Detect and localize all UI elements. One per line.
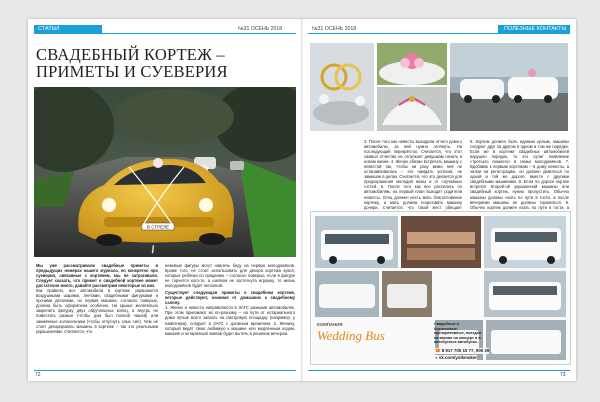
page-title — [36, 46, 286, 80]
title-line-2: ПРИМЕТЫ И СУЕВЕРИЯ — [36, 62, 228, 81]
ad-phone — [435, 348, 489, 354]
footer-rule — [34, 370, 296, 371]
page-number: 73 — [560, 372, 566, 378]
right-column-2 — [470, 139, 569, 220]
car-photo-illustration — [34, 87, 296, 257]
ad-brand-name: Wedding Bus — [317, 328, 385, 343]
omens-list-continued: 3. После того как невесты выходили отчего дома к автомобилю, за ней нужно оглянуть. На последующий перекрёсток. Считается, что этот символ отчества не отпускает девушкам начать в новом жизни. 4. Жених обязан встречать машину с невестой так, чтобы ни разу мимо ней не останавливалась – это ожидать успехов, не замешан в делах. Считается, что это делается для предохранения молодой жены и от случайных гостей. 5. После того как все расселись по автомобилям, на первый план выходит родители невесты. Отец должен несть мать благословение кортежу, а мать должна поцеловать машину дочери. Считается, что такой жест обещает — [364, 139, 462, 210]
wedding-car-photo — [34, 87, 296, 257]
phone-icon: ☎ — [435, 348, 441, 353]
wedding-bus-ad — [310, 211, 571, 365]
omens-list-final: 6. Кортеж должен быть единым целым, машины следуют друг за другом в одном и том же порядке. Если же в кортеже свадебных автомобилей нарушен порядок, то это сулит появление «третьего лишнего» в семье молодожёнов. 7. Вдобавок к первым кортежам – в дому невесты, а затем на регистрацию, он должен двигаться по одной и той же дороге, вместе с другими свадебными машинами. 8. Если по дороге кортеж встретит второй-ой украшенной машины или свадебный кортеж, нужно пропустить. Обычно машины должны ехать по пути в гости, а после вечеринки машины не должны торопиться. 9. Обычно кортеж должен ехать по пути в гости, а — [470, 139, 569, 210]
footer-rule — [308, 370, 570, 371]
title-line-1: СВАДЕБНЫЙ КОРТЕЖ – — [36, 45, 225, 64]
issue-label: №31 ОСЕНЬ 2018 — [312, 26, 357, 32]
vk-icon: ● — [435, 355, 438, 360]
intro-paragraph: Мы уже рассматривали свадебные приметы в предыдущих номерах нашего журнала, но конкретно про суеверия, связанные с кортежем, мы не затрагивали. Следует сказать, что примет о свадебной кортеже может достаточно много, давайте рассмотрим некоторые из них. — [36, 263, 158, 289]
ad-phone-number: 8 917 705 10 77, 900 29 — [441, 348, 490, 353]
rings-decoration-photo — [310, 43, 374, 131]
omens-heading: Существует следующая приметы о свадебном кортеже, которые действуют, начиная от домашних к свадебному салону. — [165, 290, 295, 306]
car-hood-photo — [377, 87, 447, 131]
license-plate: В СТРЕЛЕ — [146, 224, 170, 230]
left-page — [28, 19, 302, 381]
magazine-spread — [28, 19, 576, 381]
ad-website — [435, 355, 477, 360]
section-label: СТАТЬИ — [38, 26, 60, 32]
header-rule — [308, 33, 570, 34]
rings-illustration — [310, 43, 374, 131]
car-hood-illustration — [377, 87, 447, 131]
ad-website-text: vk.com/yolkmaker — [438, 355, 477, 360]
right-column-1 — [364, 139, 462, 215]
left-column-2 — [165, 263, 295, 336]
page-number: 72 — [35, 372, 41, 378]
white-cars-illustration — [450, 43, 568, 131]
section-label: ПОЛЕЗНЫЕ КОНТАКТЫ — [504, 26, 567, 32]
omens-list: 1. Жених и невеста направляются в ЗАГС разными автомобилях. При этом приезжают их по-разному – на пути от нотариального дома лучше всего заехать на смотровую площадку (например, у памятника), следуют в ЗАГС с должным временем. 2. Жениху, который ведёт свою любимую к машине или медленным ходом, машине и нотарилный экипаж будет вытечь в решение вечером. — [165, 305, 295, 336]
body-paragraph-2: неживые фигуры могут навлечь беду на первую молодожёнов. Кроме того, не стоит использовать для декора кортежа кукол, которые ребёнка по преданию – согласно поверью, если в фигуре не торчится кого-то, а шелком не застегнута игрушку, то жизнь молодожёнов будет неполной. — [165, 263, 295, 289]
body-paragraph-1: Как правило, все автомобили в кортеже украшаются воздушными шарами, лентами, свадебными фигурками и прочими деталями, но первая машина, согласно поверью, должна быть оформлена особенно. На крыше желательно закрепить фигурку двух обручальных колец, а внутрь не поместить разные (чтобы дом был полной чашей) или зажжённые колокольчики (чтобы отпугнуть злых сил). Чем не стоит декорировать машины в кортеже – так это реальными украшениями. Считается, что — [36, 288, 158, 334]
white-cars-photo — [450, 43, 568, 131]
car-bouquet-photo — [377, 43, 447, 85]
ad-company-label: КОМПАНИЯ — [317, 322, 343, 327]
car-bouquet-illustration — [377, 43, 447, 85]
left-column-1 — [36, 263, 158, 334]
right-page — [302, 19, 576, 381]
ad-description: Свадебные и бизнесовые, корпоративные, поездки на вокзал на концерт и в автобусных автобусах. — [434, 322, 482, 345]
issue-label: №31 ОСЕНЬ 2018 — [238, 26, 283, 32]
